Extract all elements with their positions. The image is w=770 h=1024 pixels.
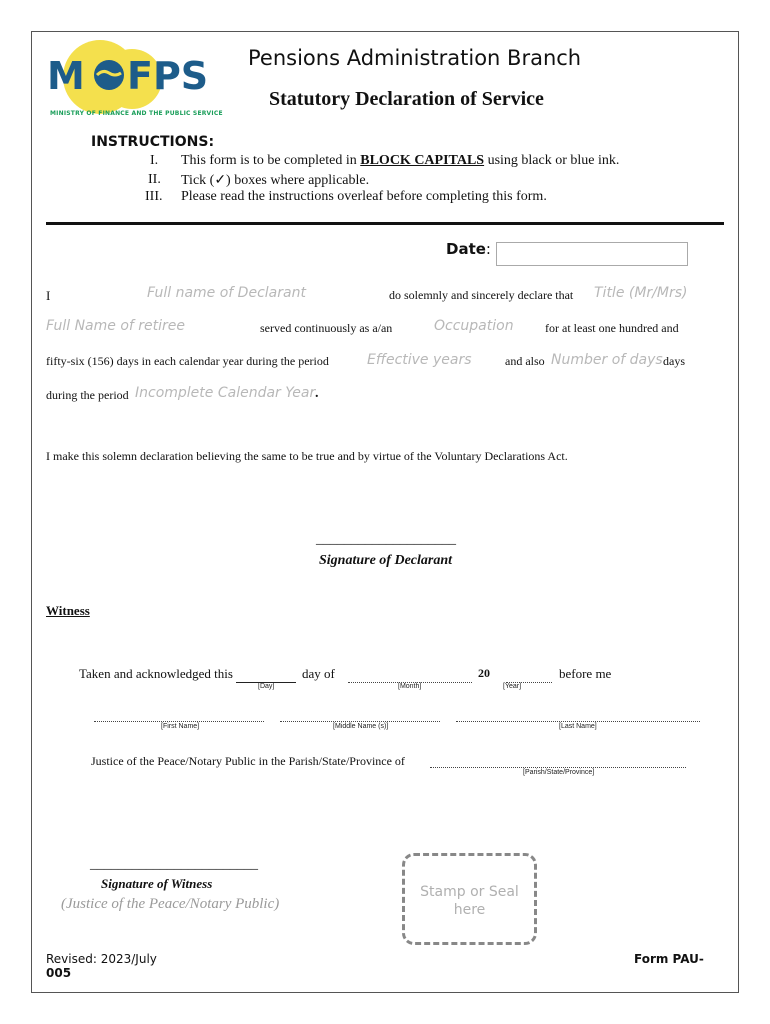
- date-colon: :: [485, 240, 491, 258]
- parish-field[interactable]: [430, 767, 686, 768]
- instruction-text: using black or blue ink.: [484, 153, 620, 168]
- title-field[interactable]: Title (Mr/Mrs): [594, 285, 688, 301]
- incomplete-year-field[interactable]: Incomplete Calendar Year: [135, 385, 316, 401]
- number-of-days-field[interactable]: Number of days: [551, 352, 663, 368]
- occupation-field[interactable]: Occupation: [434, 318, 514, 334]
- form-title: Statutory Declaration of Service: [269, 88, 544, 110]
- day-of-text: day of: [302, 666, 335, 681]
- declaration-text-7: during the period: [46, 388, 129, 402]
- taken-acknowledged-text: Taken and acknowledged this: [79, 666, 233, 681]
- parish-caption: [Parish/State/Province]: [523, 769, 595, 776]
- year-prefix: 20: [478, 666, 490, 680]
- witness-signature-label: Signature of Witness: [101, 876, 213, 891]
- day-caption: [Day]: [258, 683, 275, 690]
- section-divider: [46, 222, 724, 225]
- instructions-heading: INSTRUCTIONS:: [91, 134, 215, 150]
- branch-title: Pensions Administration Branch: [248, 46, 582, 70]
- instruction-item-3: Please read the instructions overleaf before completing this form.: [181, 189, 547, 204]
- month-caption: [Month]: [398, 683, 422, 690]
- instruction-item-2: Tick (✓) boxes where applicable.: [181, 173, 370, 188]
- stamp-text-line1: Stamp or Seal: [420, 884, 519, 900]
- instruction-num-3: III.: [145, 189, 163, 204]
- first-name-field[interactable]: [94, 721, 264, 722]
- first-name-caption: [First Name]: [161, 723, 200, 730]
- stamp-area: [402, 853, 537, 945]
- witness-signature-sub: (Justice of the Peace/Notary Public): [61, 896, 280, 912]
- date-label: [446, 240, 491, 258]
- year-caption: [Year]: [503, 683, 522, 690]
- middle-name-field[interactable]: [280, 721, 440, 722]
- witness-signature-line[interactable]: ________________________: [90, 857, 258, 872]
- mofps-logo: [45, 37, 223, 122]
- form-number: Form PAU-: [634, 952, 704, 966]
- logo-tagline: MINISTRY OF FINANCE AND THE PUBLIC SERVICE: [50, 110, 223, 117]
- last-name-field[interactable]: [456, 721, 700, 722]
- full-name-declarant-field[interactable]: Full name of Declarant: [147, 285, 306, 301]
- declaration-text-3: for at least one hundred and: [545, 321, 679, 335]
- last-name-caption: [Last Name]: [559, 723, 597, 730]
- instruction-num-2: II.: [148, 172, 161, 187]
- date-label-text: Date: [446, 240, 486, 258]
- block-capitals-emphasis: BLOCK CAPITALS: [360, 153, 485, 168]
- revised-date-line1: Revised: 2023/July: [46, 952, 157, 966]
- declaration-text-1: do solemnly and sincerely declare that: [389, 288, 574, 302]
- effective-years-field[interactable]: Effective years: [367, 352, 472, 368]
- stamp-text-line2: here: [453, 902, 486, 918]
- instruction-item-1: [181, 153, 619, 169]
- declaration-i: I: [46, 288, 51, 303]
- jp-parish-text: Justice of the Peace/Notary Public in the Parish/State/Province of: [91, 754, 405, 768]
- solemn-declaration-text: I make this solemn declaration believing the same to be true and by virtue of the Voluntary Declarations Act.: [46, 449, 568, 463]
- form-page: [31, 31, 739, 993]
- declaration-text-6: days: [663, 354, 685, 368]
- before-me-text: before me: [559, 666, 612, 681]
- declaration-text-4: fifty-six (156) days in each calendar year during the period: [46, 354, 329, 368]
- instruction-text: This form is to be completed in: [181, 153, 361, 168]
- declarant-signature-line[interactable]: ____________________: [316, 532, 456, 547]
- declaration-text-2: served continuously as a/an: [260, 321, 393, 335]
- declaration-text-5: and also: [505, 354, 545, 368]
- revised-date-line2: 005: [46, 966, 72, 980]
- date-field[interactable]: [496, 242, 688, 266]
- witness-heading: Witness: [46, 603, 90, 618]
- svg-text:FPS: FPS: [127, 54, 209, 98]
- middle-name-caption: [Middle Name (s)]: [333, 723, 389, 730]
- declarant-signature-label: Signature of Declarant: [319, 553, 453, 568]
- declaration-period: .: [315, 386, 319, 401]
- instruction-num-1: I.: [150, 153, 159, 168]
- svg-text:M: M: [47, 54, 85, 98]
- retiree-name-field[interactable]: Full Name of retiree: [46, 318, 186, 334]
